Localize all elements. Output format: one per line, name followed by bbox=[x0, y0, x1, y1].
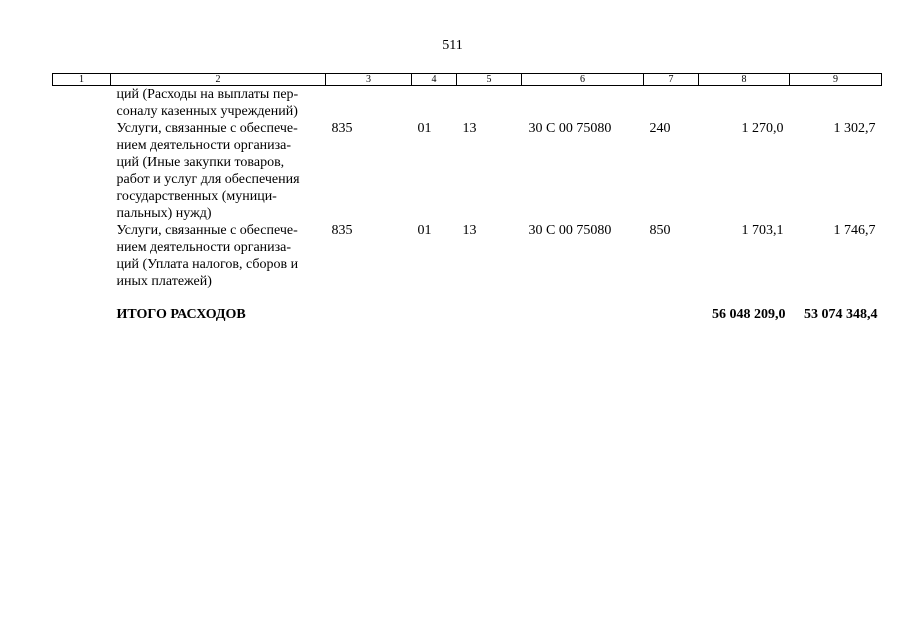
header-col-5: 5 bbox=[457, 74, 522, 86]
cell-col1 bbox=[53, 222, 111, 290]
cell-col5: 13 bbox=[462, 223, 477, 238]
table-row bbox=[53, 222, 882, 290]
header-col-4: 4 bbox=[412, 74, 457, 86]
header-col-7: 7 bbox=[644, 74, 699, 86]
text-line: ций (Уплата налогов, сборов и bbox=[116, 257, 299, 272]
cell-col8: 1 703,1 bbox=[741, 223, 784, 238]
cell-col4: 01 bbox=[417, 223, 432, 238]
cell-col6 bbox=[522, 86, 644, 121]
cell-col7 bbox=[644, 290, 699, 323]
cell-col8: 1 270,0 bbox=[741, 121, 784, 136]
header-col-9: 9 bbox=[790, 74, 882, 86]
cell-col3: 835 bbox=[331, 223, 353, 238]
cell-col4 bbox=[412, 86, 457, 121]
cell-col7 bbox=[644, 86, 699, 121]
cell-col3: 835 bbox=[331, 121, 353, 136]
header-col-1: 1 bbox=[53, 74, 111, 86]
text-line: ций (Иные закупки товаров, bbox=[116, 155, 285, 170]
page-number: 511 bbox=[442, 38, 463, 53]
cell-col1 bbox=[53, 290, 111, 323]
cell-col6: 30 С 00 75080 bbox=[528, 223, 612, 238]
text-line: иных платежей) bbox=[116, 274, 212, 289]
cell-col5: 13 bbox=[462, 121, 477, 136]
total-label: ИТОГО РАСХОДОВ bbox=[116, 307, 246, 322]
cell-col4 bbox=[412, 290, 457, 323]
cell-description bbox=[111, 86, 326, 121]
table-header bbox=[53, 74, 882, 86]
cell-col9 bbox=[790, 86, 882, 121]
total-col8: 56 048 209,0 bbox=[712, 307, 786, 322]
cell-col1 bbox=[53, 120, 111, 222]
cell-col3 bbox=[326, 86, 412, 121]
header-col-8: 8 bbox=[699, 74, 790, 86]
text-line: государственных (муници- bbox=[116, 189, 277, 204]
cell-col6: 30 С 00 75080 bbox=[528, 121, 612, 136]
text-line: работ и услуг для обеспечения bbox=[116, 172, 300, 187]
cell-description bbox=[111, 120, 326, 222]
total-col9: 53 074 348,4 bbox=[804, 307, 878, 322]
text-line: соналу казенных учреждений) bbox=[116, 104, 298, 119]
text-line: нием деятельности организа- bbox=[116, 138, 292, 153]
cell-col1 bbox=[53, 86, 111, 121]
description-text bbox=[117, 86, 322, 120]
cell-col7: 850 bbox=[649, 223, 671, 238]
cell-col8 bbox=[699, 86, 790, 121]
cell-col4: 01 bbox=[417, 121, 432, 136]
cell-col9: 1 302,7 bbox=[833, 121, 876, 136]
cell-description bbox=[111, 222, 326, 290]
cell-col3 bbox=[326, 290, 412, 323]
cell-col7: 240 bbox=[649, 121, 671, 136]
cell-col9: 1 746,7 bbox=[833, 223, 876, 238]
header-col-3: 3 bbox=[326, 74, 412, 86]
budget-table bbox=[52, 73, 882, 323]
description-text bbox=[117, 120, 322, 222]
cell-col6 bbox=[522, 290, 644, 323]
text-line: Услуги, связанные с обеспече- bbox=[116, 223, 298, 238]
text-line: Услуги, связанные с обеспече- bbox=[116, 121, 298, 136]
text-line: нием деятельности организа- bbox=[116, 240, 292, 255]
description-text bbox=[117, 222, 322, 290]
text-line: пальных) нужд) bbox=[116, 206, 212, 221]
total-row bbox=[53, 290, 882, 323]
table-row bbox=[53, 120, 882, 222]
table-row bbox=[53, 86, 882, 121]
header-col-2: 2 bbox=[111, 74, 326, 86]
text-line: ций (Расходы на выплаты пер- bbox=[116, 87, 299, 102]
cell-col5 bbox=[457, 86, 522, 121]
header-col-6: 6 bbox=[522, 74, 644, 86]
cell-col5 bbox=[457, 290, 522, 323]
